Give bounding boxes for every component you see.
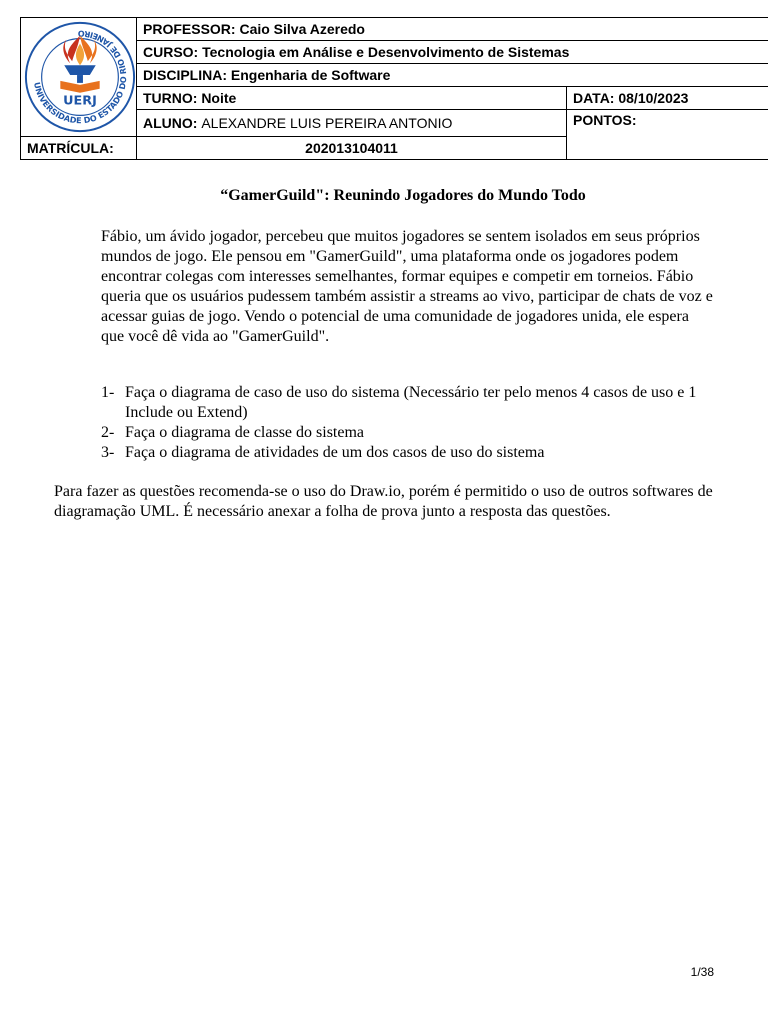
aluno-name: ALEXANDRE LUIS PEREIRA ANTONIO	[201, 115, 453, 131]
question-item	[101, 423, 713, 443]
question-list	[101, 383, 713, 463]
turno-cell: TURNO: Noite	[137, 87, 567, 110]
matricula-value-cell: 202013104011	[137, 137, 567, 160]
aluno-cell	[137, 110, 567, 137]
logo-ring-text: UNIVERSIDADE DO ESTADO DO RIO DE JANEIRO	[32, 28, 129, 126]
logo-uerj-text: UERJ	[63, 93, 97, 109]
professor-cell: PROFESSOR: Caio Silva Azeredo	[137, 18, 768, 41]
question-number: 3-	[101, 444, 115, 461]
pontos-cell: PONTOS:	[567, 110, 768, 160]
instructions-paragraph: Para fazer as questões recomenda-se o uso do Draw.io, porém é permitido o uso de outros softwares de diagramação UML. É necessário anexar a folha de prova junto a resposta das questões.	[54, 483, 713, 520]
disciplina-cell: DISCIPLINA: Engenharia de Software	[137, 64, 768, 87]
problem-paragraph: Fábio, um ávido jogador, percebeu que muitos jogadores se sentem isolados em seus próprios mundos de jogo. Ele pensou em "GamerGuild", uma plataforma onde os jogadores podem encontrar colegas com interesses semelhantes, formar equipes e competir em torneios. Fábio queria que os usuários pudessem também assistir a streams ao vivo, participar de chats de voz e acessar guias de jogo. Vendo o potencial de uma comunidade de jogadores unida, ele espera que você dê vida ao "GamerGuild".	[101, 228, 713, 345]
torch-stem-icon	[77, 75, 83, 83]
question-item	[101, 443, 713, 463]
page-number: 1/38	[690, 965, 714, 979]
uerj-logo	[21, 18, 137, 136]
header-table	[20, 17, 768, 160]
question-number: 1-	[101, 384, 115, 401]
document-title: “GamerGuild": Reunindo Jogadores do Mundo Todo	[220, 187, 586, 204]
question-number: 2-	[101, 424, 115, 441]
question-item	[101, 383, 713, 423]
matricula-label-cell: MATRÍCULA:	[21, 137, 137, 160]
torch-bowl-icon	[64, 65, 95, 75]
logo-cell	[21, 18, 137, 137]
question-text: Faça o diagrama de caso de uso do sistema (Necessário ter pelo menos 4 casos de uso e 1 Include ou Extend)	[125, 384, 697, 421]
aluno-label: ALUNO:	[143, 115, 198, 131]
curso-cell: CURSO: Tecnologia em Análise e Desenvolvimento de Sistemas	[137, 41, 768, 64]
data-cell: DATA: 08/10/2023	[567, 87, 768, 110]
question-text: Faça o diagrama de atividades de um dos casos de uso do sistema	[125, 444, 545, 461]
question-text: Faça o diagrama de classe do sistema	[125, 424, 365, 441]
